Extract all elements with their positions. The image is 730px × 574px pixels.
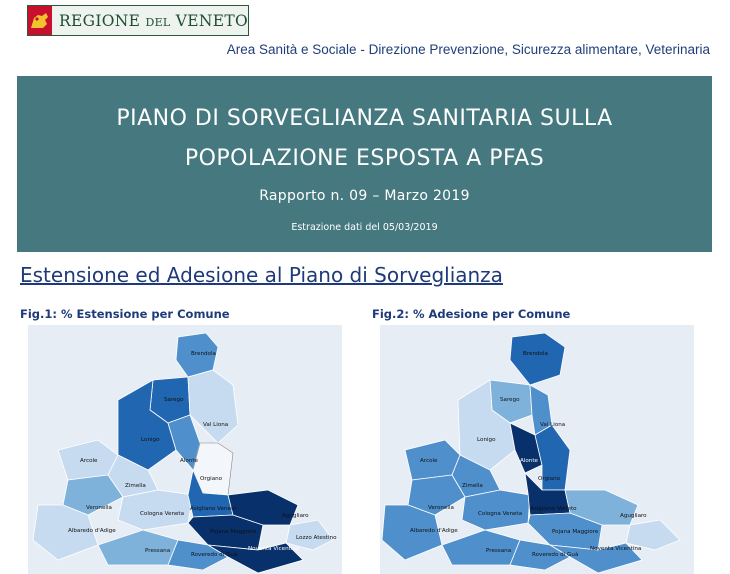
label-orgiano: Orgiano	[538, 476, 561, 482]
title-banner	[17, 76, 712, 252]
label-zimella: Zimella	[125, 483, 146, 489]
regione-veneto-logo	[27, 5, 249, 36]
label-cologna: Cologna Veneta	[140, 511, 185, 517]
label-agugliaro: Agugliaro	[620, 513, 647, 519]
label-orgiano: Orgiano	[200, 476, 223, 482]
region-cologna	[462, 490, 530, 530]
label-noventa: Noventa Vicentina	[590, 546, 642, 552]
department-subtitle: Area Sanità e Sociale - Direzione Prevenzione, Sicurezza alimentare, Veterinaria	[226, 42, 710, 57]
label-brendola: Brendola	[191, 351, 216, 357]
label-albaredo: Albaredo d'Adige	[410, 528, 458, 534]
label-pojana: Pojana Maggiore	[552, 529, 599, 535]
map-adesione	[380, 325, 694, 574]
label-asigliano: Asigliano Veneto	[530, 506, 577, 512]
label-noventa: Noventa Vicentina	[248, 546, 300, 552]
label-lonigo: Lonigo	[141, 437, 160, 443]
label-val-liona: Val Liona	[540, 422, 566, 428]
lion-of-st-mark-icon	[28, 6, 52, 35]
label-pressana: Pressana	[145, 548, 171, 554]
region-cologna	[118, 490, 193, 530]
map-estensione	[28, 325, 342, 574]
label-veronella: Veronella	[428, 505, 454, 511]
label-arcole: Arcole	[420, 458, 438, 464]
report-number: Rapporto n. 09 – Marzo 2019	[259, 188, 470, 204]
fig2-caption: Fig.2: % Adesione per Comune	[372, 307, 571, 321]
title-line-1: PIANO DI SORVEGLIANZA SANITARIA SULLA	[116, 106, 613, 131]
label-pojana: Pojana Maggiore	[210, 529, 257, 535]
label-alonte: Alonte	[520, 458, 538, 464]
label-val-liona: Val Liona	[203, 422, 229, 428]
logo-text: REGIONE DEL VENETO	[59, 11, 248, 30]
label-lozzo: Lozzo Atestino	[296, 535, 337, 541]
extraction-date: Estrazione dati del 05/03/2019	[291, 222, 438, 233]
label-zimella: Zimella	[462, 483, 483, 489]
label-albaredo: Albaredo d'Adige	[68, 528, 116, 534]
label-cologna: Cologna Veneta	[478, 511, 523, 517]
label-pressana: Pressana	[486, 548, 512, 554]
label-roveredo: Roveredo di Guà	[191, 552, 238, 558]
section-title: Estensione ed Adesione al Piano di Sorveglianza	[20, 263, 503, 287]
fig1-caption: Fig.1: % Estensione per Comune	[20, 307, 230, 321]
label-lonigo: Lonigo	[477, 437, 496, 443]
label-agugliaro: Agugliaro	[282, 513, 309, 519]
label-asigliano: Asigliano Veneto	[190, 506, 237, 512]
label-sarego: Sarego	[500, 397, 520, 403]
label-sarego: Sarego	[164, 397, 184, 403]
label-brendola: Brendola	[523, 351, 548, 357]
label-arcole: Arcole	[80, 458, 98, 464]
title-line-2: POPOLAZIONE ESPOSTA A PFAS	[184, 146, 545, 171]
label-veronella: Veronella	[86, 505, 112, 511]
label-alonte: Alonte	[180, 458, 198, 464]
label-roveredo: Roveredo di Guà	[532, 552, 579, 558]
